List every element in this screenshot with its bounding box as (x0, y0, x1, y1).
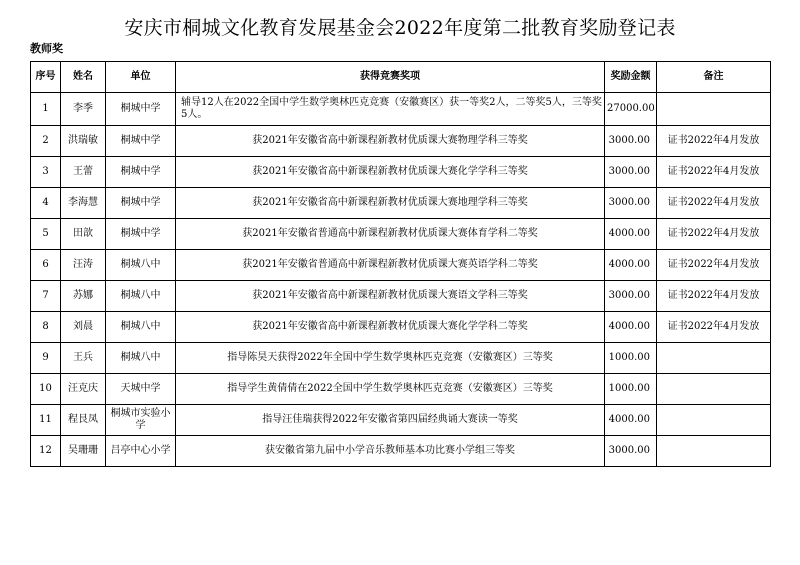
cell-name: 王兵 (61, 343, 106, 374)
cell-note (657, 405, 771, 436)
cell-name: 汪克庆 (61, 374, 106, 405)
cell-unit: 桐城中学 (106, 188, 176, 219)
cell-amount: 3000.00 (605, 436, 657, 467)
document-title: 安庆市桐城文化教育发展基金会2022年度第二批教育奖励登记表 (124, 17, 676, 39)
cell-name: 刘晨 (61, 312, 106, 343)
cell-no: 7 (31, 281, 61, 312)
table-row (31, 312, 771, 343)
cell-unit: 桐城中学 (106, 157, 176, 188)
table-row (31, 405, 771, 436)
cell-name: 李季 (61, 93, 106, 126)
header-unit: 单位 (106, 62, 176, 93)
cell-award: 获2021年安徽省高中新课程新教材优质课大赛化学学科二等奖 (176, 312, 605, 343)
cell-unit: 桐城中学 (106, 126, 176, 157)
cell-name: 李海慧 (61, 188, 106, 219)
cell-unit: 桐城八中 (106, 281, 176, 312)
cell-note: 证书2022年4月发放 (657, 281, 771, 312)
table-row (31, 343, 771, 374)
cell-amount: 4000.00 (605, 405, 657, 436)
cell-note (657, 436, 771, 467)
cell-unit: 桐城八中 (106, 312, 176, 343)
cell-note: 证书2022年4月发放 (657, 250, 771, 281)
cell-award: 获2021年安徽省普通高中新课程新教材优质课大赛体育学科二等奖 (176, 219, 605, 250)
cell-no: 8 (31, 312, 61, 343)
cell-no: 10 (31, 374, 61, 405)
cell-amount: 27000.00 (605, 93, 657, 126)
table-row (31, 188, 771, 219)
cell-name: 吴珊珊 (61, 436, 106, 467)
cell-name: 程艮凤 (61, 405, 106, 436)
cell-award: 获2021年安徽省普通高中新课程新教材优质课大赛英语学科二等奖 (176, 250, 605, 281)
cell-award: 获2021年安徽省高中新课程新教材优质课大赛语文学科三等奖 (176, 281, 605, 312)
header-award: 获得竞赛奖项 (176, 62, 605, 93)
cell-no: 3 (31, 157, 61, 188)
table-row (31, 157, 771, 188)
cell-name: 田歆 (61, 219, 106, 250)
header-note: 备注 (657, 62, 771, 93)
cell-unit: 桐城中学 (106, 219, 176, 250)
table-row (31, 126, 771, 157)
table-header-row (31, 62, 771, 93)
cell-award: 辅导12人在2022全国中学生数学奥林匹克竞赛（安徽赛区）获一等奖2人，二等奖5人，三等奖5人。 (176, 93, 605, 126)
cell-unit: 吕亭中心小学 (106, 436, 176, 467)
cell-note: 证书2022年4月发放 (657, 126, 771, 157)
header-no: 序号 (31, 62, 61, 93)
table-row (31, 374, 771, 405)
cell-note (657, 93, 771, 126)
cell-amount: 3000.00 (605, 157, 657, 188)
cell-unit: 桐城市实验小学 (106, 405, 176, 436)
cell-award: 获2021年安徽省高中新课程新教材优质课大赛物理学科三等奖 (176, 126, 605, 157)
cell-amount: 3000.00 (605, 126, 657, 157)
award-table (30, 61, 771, 467)
cell-no: 9 (31, 343, 61, 374)
header-name: 姓名 (61, 62, 106, 93)
cell-award: 获2021年安徽省高中新课程新教材优质课大赛化学学科三等奖 (176, 157, 605, 188)
cell-no: 4 (31, 188, 61, 219)
cell-amount: 4000.00 (605, 219, 657, 250)
header-amount: 奖励金额 (605, 62, 657, 93)
cell-no: 5 (31, 219, 61, 250)
cell-no: 1 (31, 93, 61, 126)
cell-no: 2 (31, 126, 61, 157)
cell-unit: 天城中学 (106, 374, 176, 405)
cell-no: 6 (31, 250, 61, 281)
cell-award: 获安徽省第九届中小学音乐教师基本功比赛小学组三等奖 (176, 436, 605, 467)
cell-no: 11 (31, 405, 61, 436)
table-row (31, 281, 771, 312)
cell-name: 汪涛 (61, 250, 106, 281)
cell-name: 王蕾 (61, 157, 106, 188)
cell-amount: 4000.00 (605, 250, 657, 281)
cell-amount: 3000.00 (605, 281, 657, 312)
cell-no: 12 (31, 436, 61, 467)
table-row (31, 93, 771, 126)
cell-unit: 桐城八中 (106, 343, 176, 374)
cell-amount: 3000.00 (605, 188, 657, 219)
cell-amount: 4000.00 (605, 312, 657, 343)
cell-award: 获2021年安徽省高中新课程新教材优质课大赛地理学科三等奖 (176, 188, 605, 219)
cell-note: 证书2022年4月发放 (657, 312, 771, 343)
cell-note: 证书2022年4月发放 (657, 219, 771, 250)
cell-note: 证书2022年4月发放 (657, 157, 771, 188)
cell-note: 证书2022年4月发放 (657, 188, 771, 219)
cell-amount: 1000.00 (605, 374, 657, 405)
cell-award: 指导汪佳瑞获得2022年安徽省第四届经典诵大赛读一等奖 (176, 405, 605, 436)
cell-unit: 桐城八中 (106, 250, 176, 281)
cell-note (657, 374, 771, 405)
table-row (31, 219, 771, 250)
cell-name: 苏娜 (61, 281, 106, 312)
cell-unit: 桐城中学 (106, 93, 176, 126)
table-row (31, 436, 771, 467)
cell-note (657, 343, 771, 374)
section-label: 教师奖 (30, 42, 63, 55)
cell-amount: 1000.00 (605, 343, 657, 374)
cell-award: 指导陈昊天获得2022年全国中学生数学奥林匹克竞赛（安徽赛区）三等奖 (176, 343, 605, 374)
cell-name: 洪瑞敏 (61, 126, 106, 157)
cell-award: 指导学生黄倩倩在2022全国中学生数学奥林匹克竞赛（安徽赛区）三等奖 (176, 374, 605, 405)
table-row (31, 250, 771, 281)
